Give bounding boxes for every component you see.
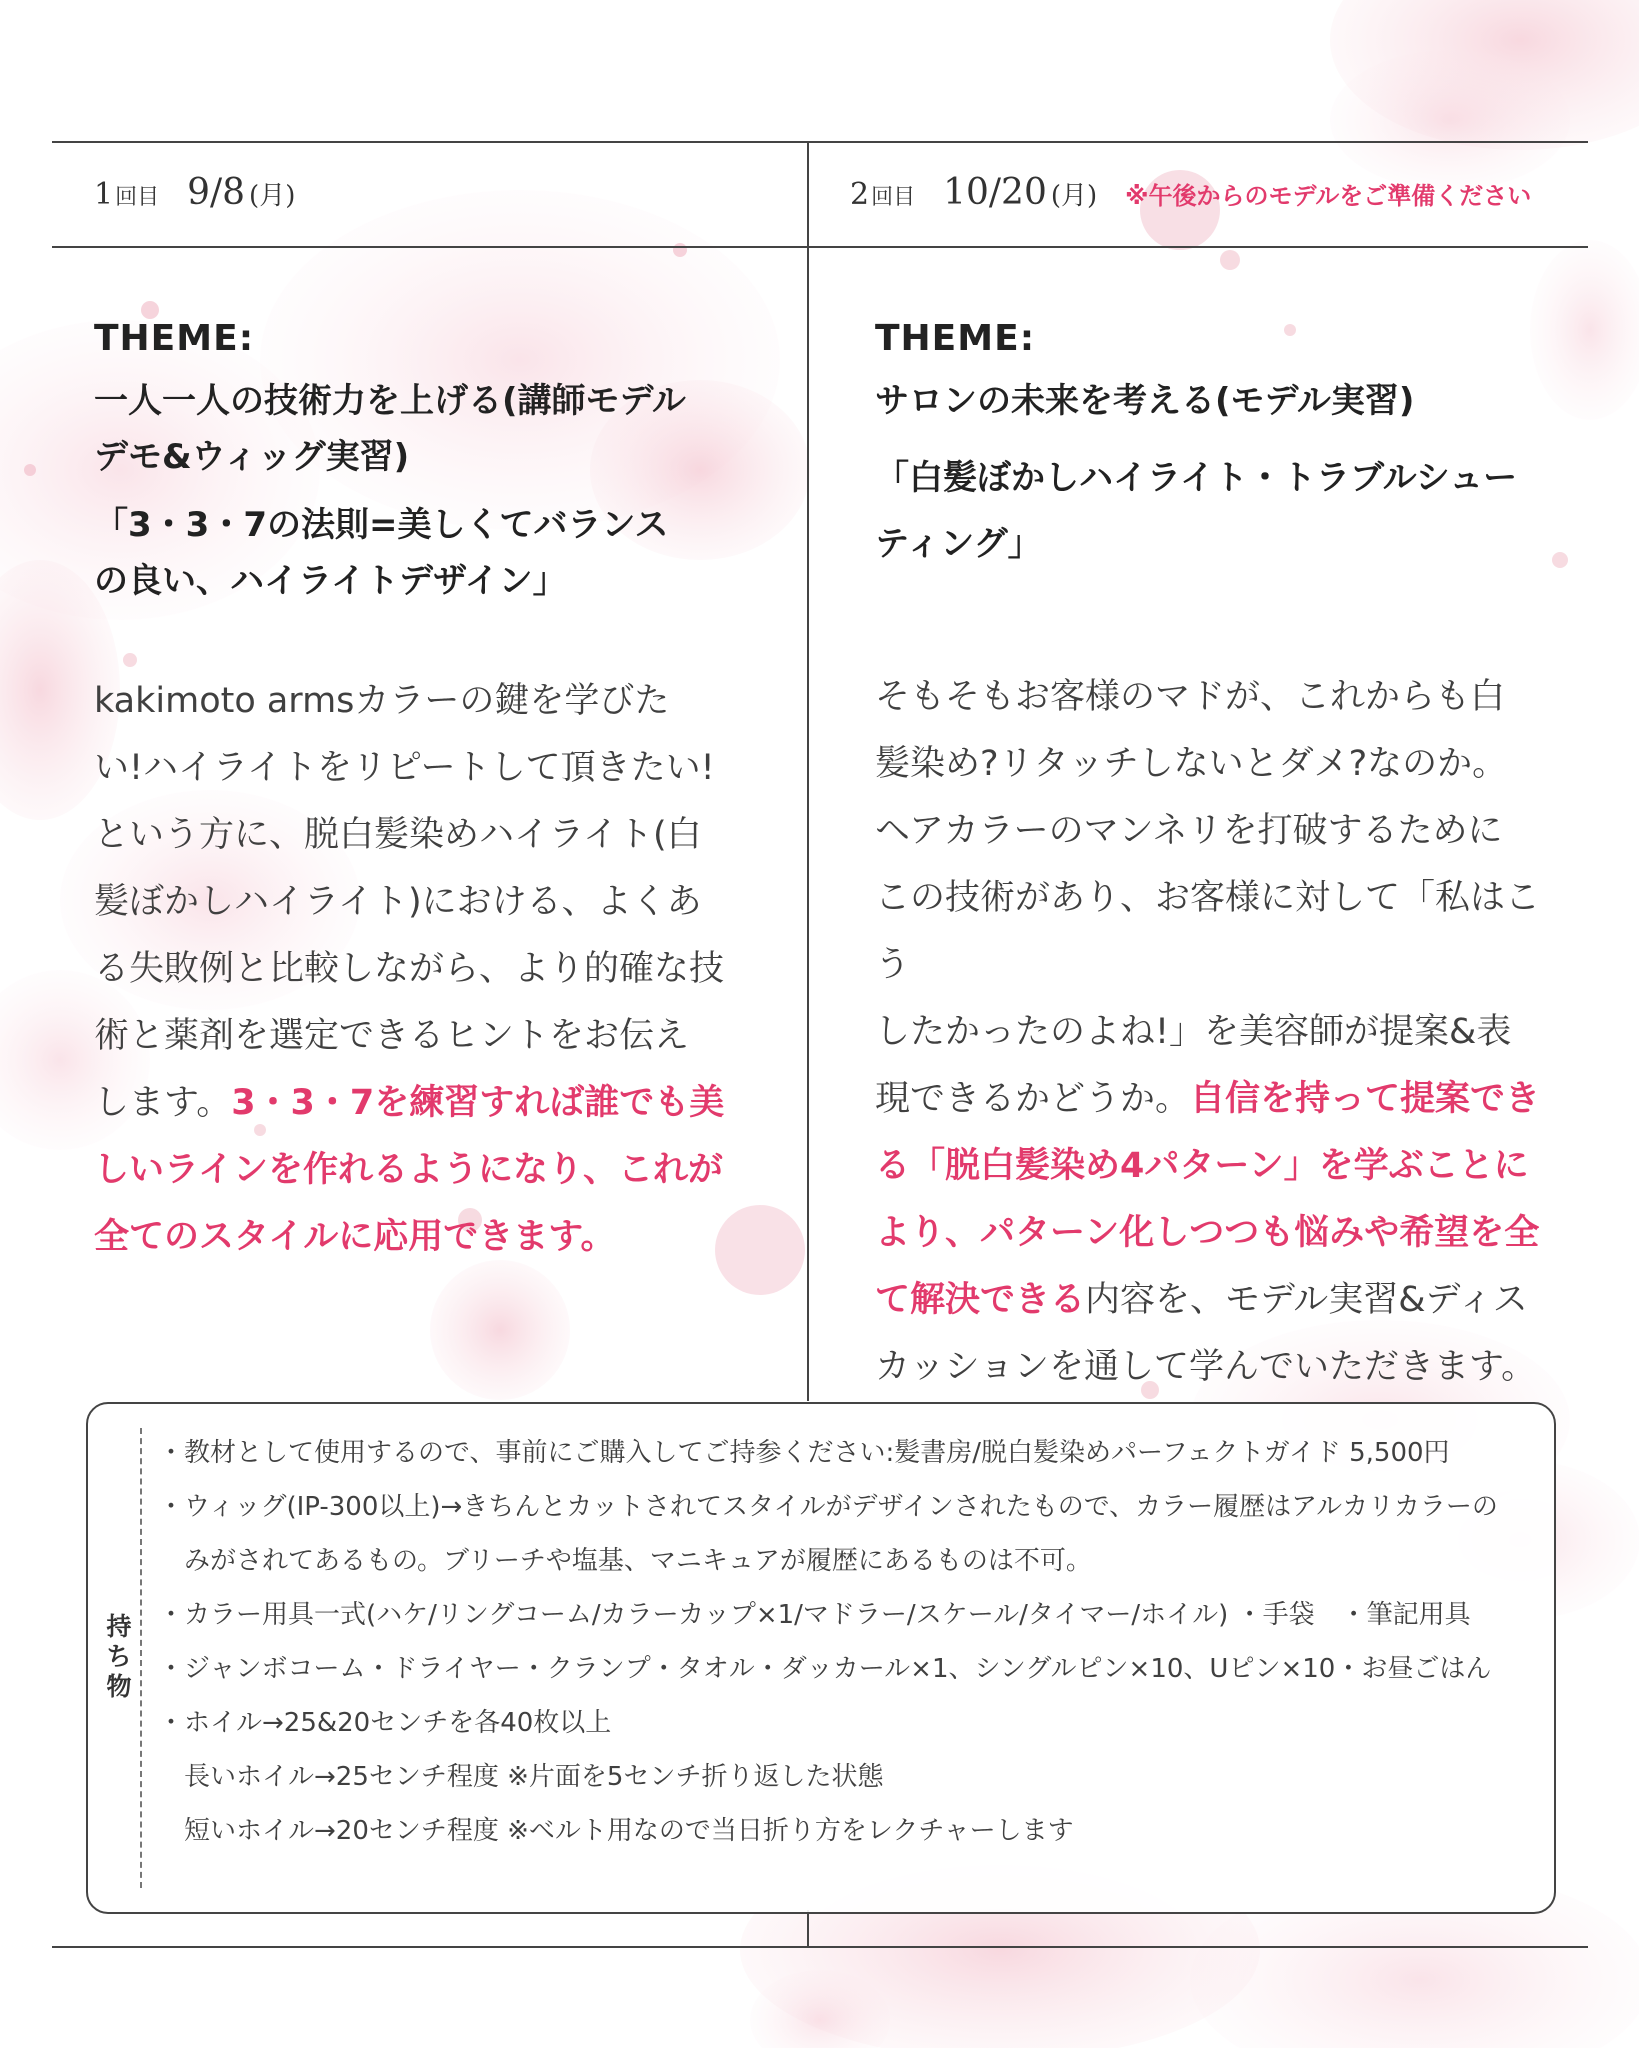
session-2-theme-title <box>875 373 1565 429</box>
items-to-bring-box <box>86 1402 1556 1914</box>
body-highlight: 3・3・7を練習すれば誰でも美 <box>231 1083 725 1123</box>
list-item: 短いホイル→20センチ程度 ※ベルト用なので当日折り方をレクチャーします <box>158 1816 1074 1846</box>
session-1-weekday: (月) <box>249 181 296 211</box>
body-highlight: て解決できる <box>875 1280 1086 1320</box>
items-list <box>158 1426 1548 1858</box>
list-item: ・ジャンボコーム・ドライヤー・クランプ・タオル・ダッカール×1、シングルピン×10、Uピン×10・お昼ごはん <box>158 1654 1492 1684</box>
list-item: ・教材として使用するので、事前にご購入してご持参ください:髪書房/脱白髪染めパーフェクトガイド 5,500円 <box>158 1438 1450 1468</box>
body-highlight: 全てのスタイルに応用できます。 <box>94 1217 616 1257</box>
session-1-theme-subtitle-line: の良い、ハイライトデザイン」 <box>94 561 567 601</box>
body-line: ヘアカラーのマンネリを打破するために <box>875 811 1503 851</box>
session-2-theme-label: THEME: <box>875 318 1036 359</box>
session-2-theme-subtitle-line: 「白髪ぼかしハイライト・トラブルシュー <box>875 458 1518 498</box>
session-2-number: 2 <box>850 177 870 212</box>
body-highlight: より、パターン化しつつも悩みや希望を全 <box>875 1213 1540 1253</box>
session-2-theme-subtitle <box>875 445 1565 577</box>
body-line: 内容を、モデル実習&ディス <box>1085 1280 1528 1320</box>
body-highlight: る「脱白髪染め4パターン」を学ぶことに <box>875 1146 1529 1186</box>
session-2-description <box>875 664 1565 1401</box>
items-to-bring-label: 持ち物 <box>106 1612 132 1701</box>
body-line: 現できるかどうか。 <box>875 1079 1191 1119</box>
body-line: します。 <box>94 1083 232 1123</box>
body-line: という方に、脱白髪染めハイライト(白 <box>94 815 702 855</box>
body-line: したかったのよね!」を美容師が提案&表 <box>875 1012 1512 1052</box>
body-highlight: しいラインを作れるようになり、これが <box>94 1150 723 1190</box>
session-2-weekday: (月) <box>1050 181 1098 211</box>
session-1-description <box>94 668 754 1271</box>
list-item: ・カラー用具一式(ハケ/リングコーム/カラーカップ×1/マドラー/スケール/タイマー/ホイル) ・手袋 ・筆記用具 <box>158 1600 1471 1630</box>
list-item: ・ホイル→25&20センチを各40枚以上 <box>158 1708 612 1738</box>
session-1-theme-subtitle <box>94 497 754 609</box>
column-divider <box>807 141 809 1401</box>
items-dashed-divider <box>140 1428 142 1888</box>
session-2-model-note: ※午後からのモデルをご準備ください <box>1125 182 1532 210</box>
list-item: みがされてあるもの。ブリーチや塩基、マニキュアが履歴にあるものは不可。 <box>158 1546 1092 1576</box>
body-line: この技術があり、お客様に対して「私はこう <box>875 878 1541 985</box>
session-1-theme-subtitle-line: 「3・3・7の法則=美しくてバランス <box>94 505 669 545</box>
top-rule <box>52 141 1588 143</box>
session-1-theme-title-line: 一人一人の技術力を上げる(講師モデル <box>94 381 686 421</box>
session-1-theme-title-line: デモ&ウィッグ実習) <box>94 437 410 477</box>
session-1-kai: 回目 <box>115 185 160 210</box>
session-1-date: 9/8 <box>187 172 246 213</box>
session-2-theme-title-line: サロンの未来を考える(モデル実習) <box>875 381 1415 421</box>
column-divider-bottom <box>807 1910 809 1947</box>
session-1-number: 1 <box>94 177 114 212</box>
body-line: 術と薬剤を選定できるヒントをお伝え <box>94 1016 690 1056</box>
session-2-theme <box>875 318 1565 577</box>
session-2-theme-subtitle-line: ティング」 <box>875 524 1042 564</box>
body-highlight: 自信を持って提案でき <box>1190 1079 1541 1119</box>
header-rule <box>52 246 1588 248</box>
bottom-rule <box>52 1946 1588 1948</box>
body-line: そもそもお客様のマドが、これからも白 <box>875 677 1506 717</box>
body-line: る失敗例と比較しながら、より的確な技 <box>94 949 725 989</box>
body-line: 髪ぼかしハイライト)における、よくあ <box>94 882 702 922</box>
body-line: い!ハイライトをリピートして頂きたい! <box>94 748 715 788</box>
body-line: kakimoto armsカラーの鍵を学びた <box>94 681 670 721</box>
session-2-header <box>850 172 1531 220</box>
session-1-theme-title <box>94 373 754 485</box>
session-1-header <box>94 172 295 220</box>
body-line: 髪染め?リタッチしないとダメ?なのか。 <box>875 744 1508 784</box>
session-1-theme-label: THEME: <box>94 318 255 359</box>
list-item: 長いホイル→25センチ程度 ※片面を5センチ折り返した状態 <box>158 1762 884 1792</box>
list-item: ・ウィッグ(IP-300以上)→きちんとカットされてスタイルがデザインされたもので、カラー履歴はアルカリカラーの <box>158 1492 1498 1522</box>
session-1-theme <box>94 318 754 609</box>
session-2-kai: 回目 <box>871 185 916 210</box>
body-line: カッションを通して学んでいただきます。 <box>875 1347 1537 1387</box>
session-2-date: 10/20 <box>943 172 1047 213</box>
